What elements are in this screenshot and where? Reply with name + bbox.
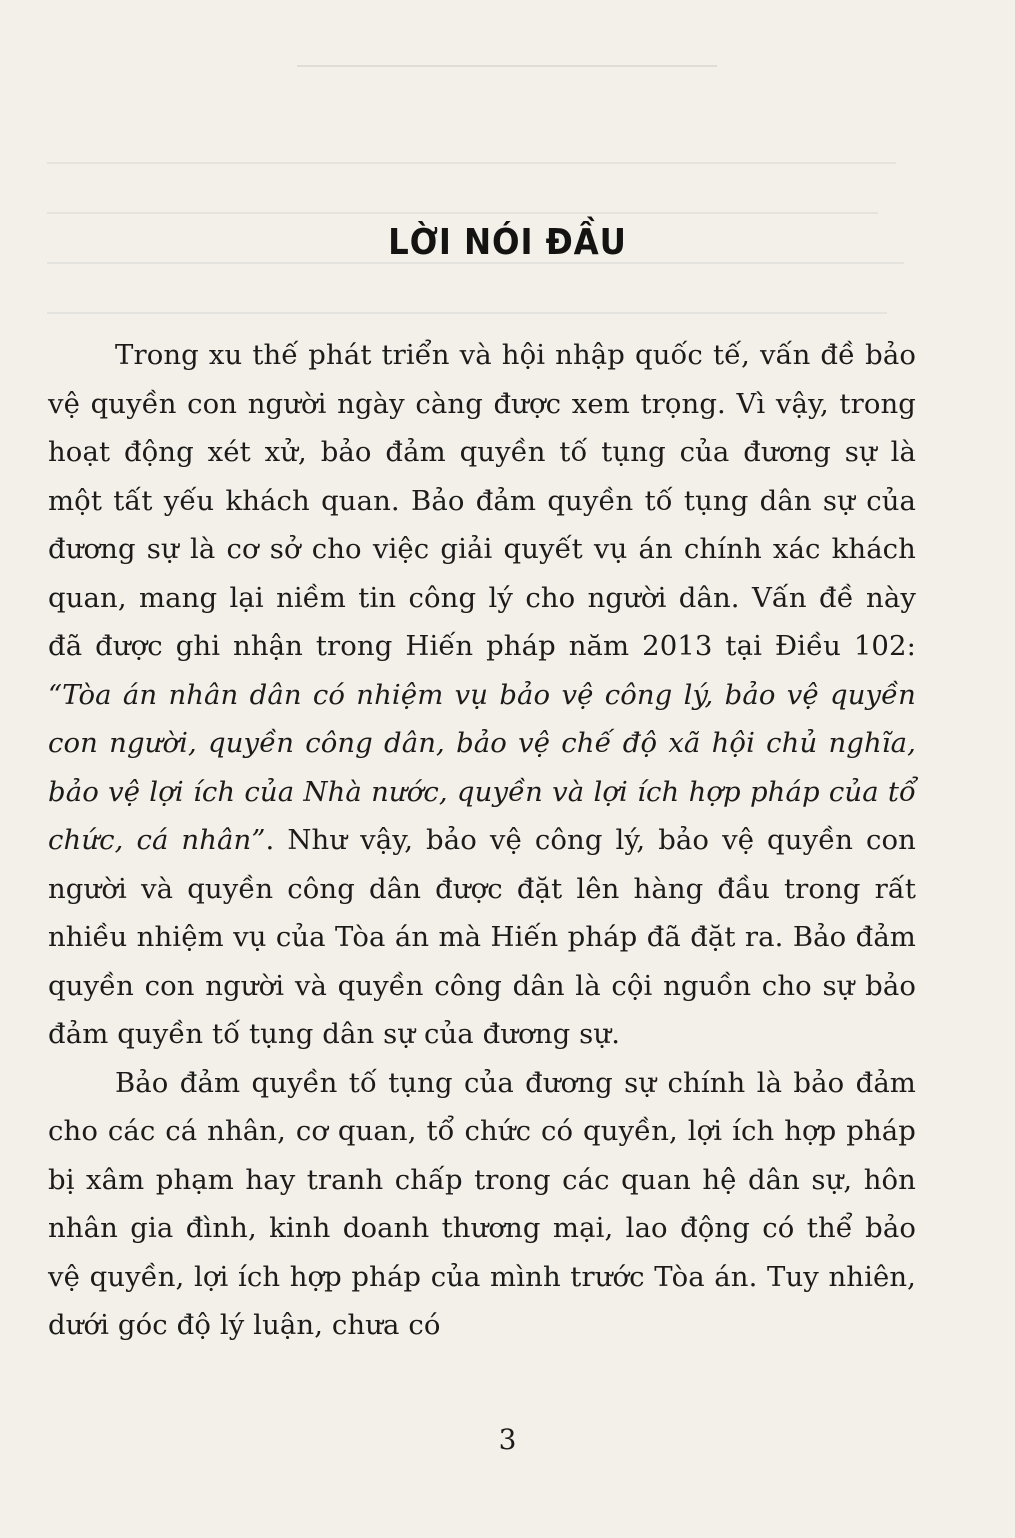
- constitution-quote: “Tòa án nhân dân có nhiệm vụ bảo vệ công lý, bảo vệ quyền con người, quyền công dân, bảo vệ chế độ xã hội chủ nghĩa, bảo vệ lợi ích của Nhà nước, quyền và lợi ích hợp pháp của tổ chức, cá nhân”: [48, 678, 916, 856]
- paragraph-2: Bảo đảm quyền tố tụng của đương sự chính là bảo đảm cho các cá nhân, cơ quan, tổ chức có quyền, lợi ích hợp pháp bị xâm phạm hay tranh chấp trong các quan hệ dân sự, hôn nhân gia đình, kinh doanh thương mại, lao động có thể bảo vệ quyền, lợi ích hợp pháp của mình trước Tòa án. Tuy nhiên, dưới góc độ lý luận, chưa có: [48, 1066, 916, 1341]
- body-text: [48, 331, 916, 1350]
- page-title: LỜI NÓI ĐẦU: [388, 222, 627, 263]
- show-through-header: [0, 46, 1015, 74]
- paragraph-1: [48, 331, 916, 1059]
- page-number: 3: [498, 1423, 517, 1456]
- paragraph-1-text-after-quote: . Như vậy, bảo vệ công lý, bảo vệ quyền con người và quyền công dân được đặt lên hàng đầu trong rất nhiều nhiệm vụ của Tòa án mà Hiến pháp đã đặt ra. Bảo đảm quyền con người và quyền công dân là cội nguồn cho sự bảo đảm quyền tố tụng dân sự của đương sự.: [48, 824, 916, 1050]
- paragraph-1-text-before-quote: Trong xu thế phát triển và hội nhập quốc tế, vấn đề bảo vệ quyền con người ngày càng được xem trọng. Vì vậy, trong hoạt động xét xử, bảo đảm quyền tố tụng của đương sự là một tất yếu khách quan. Bảo đảm quyền tố tụng dân sự của đương sự là cơ sở cho việc giải quyết vụ án chính xác khách quan, mang lại niềm tin công lý cho người dân. Vấn đề này đã được ghi nhận trong Hiến pháp năm 2013 tại Điều 102:: [48, 339, 916, 662]
